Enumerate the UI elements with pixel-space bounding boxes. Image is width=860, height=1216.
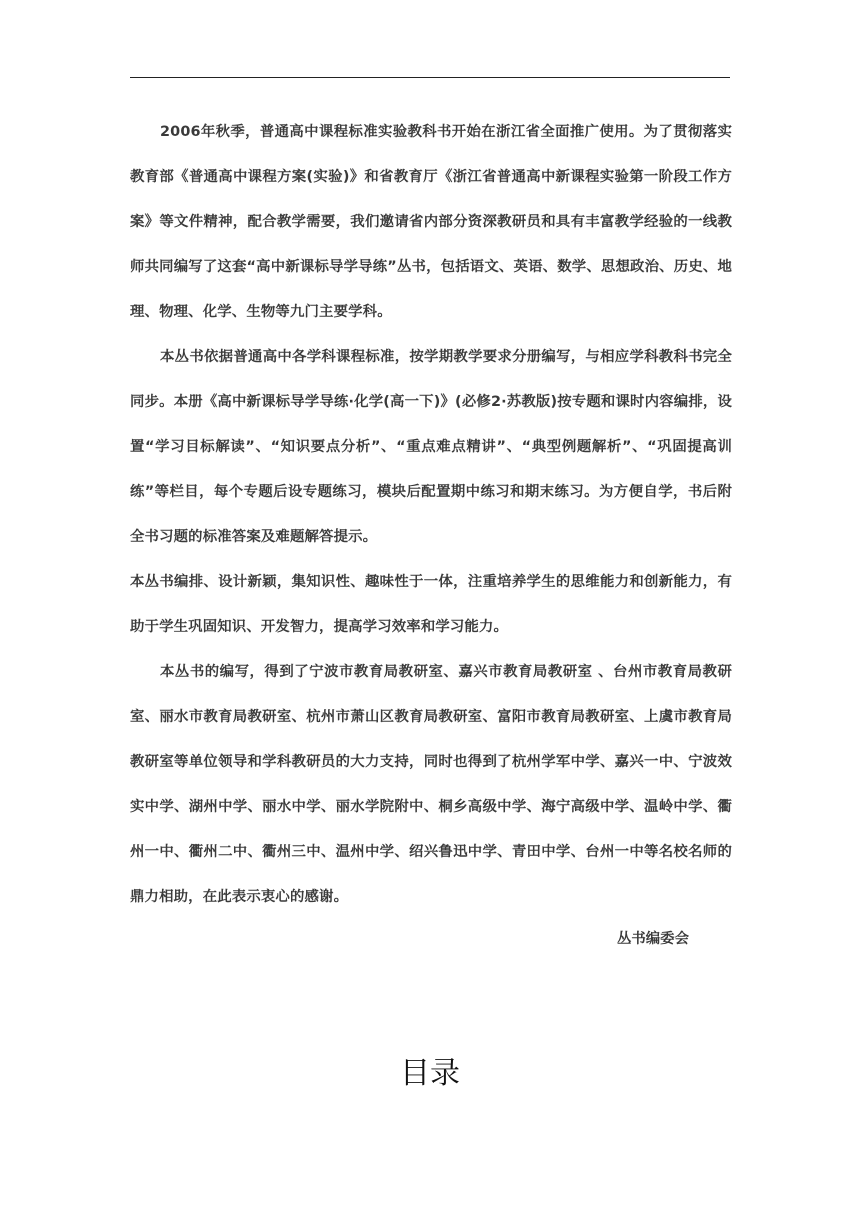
signature: 丛书编委会 (617, 931, 689, 947)
preface-paragraph-3: 本丛书编排、设计新颖，集知识性、趣味性于一体，注重培养学生的思维能力和创新能力，有助于学生巩固知识、开发智力，提高学习效率和学习能力。 (130, 574, 732, 635)
header-rule (130, 77, 730, 78)
preface-paragraph-4: 本丛书的编写，得到了宁波市教育局教研室、嘉兴市教育局教研室 、台州市教育局教研室、丽水市教育局教研室、杭州市萧山区教育局教研室、富阳市教育局教研室、上虞市教育局教研室等单位领导和学科教研员的大力支持，同时也得到了杭州学军中学、嘉兴一中、宁波效实中学、湖州中学、丽水中学、丽水学院附中、桐乡高级中学、海宁高级中学、温岭中学、衢州一中、衢州二中、衢州三中、温州中学、绍兴鲁迅中学、青田中学、台州一中等名校名师的鼎力相助，在此表示衷心的感谢。 (130, 664, 732, 905)
preface-body (130, 110, 732, 920)
preface-paragraph-2: 本丛书依据普通高中各学科课程标准，按学期教学要求分册编写，与相应学科教科书完全同步。本册《高中新课标导学导练·化学(高一下)》(必修2·苏教版)按专题和课时内容编排，设置“学习目标解读”、“知识要点分析”、“重点难点精讲”、“典型例题解析”、“巩固提高训练”等栏目，每个专题后设专题练习，模块后配置期中练习和期末练习。为方便自学，书后附全书习题的标准答案及难题解答提示。 (130, 349, 732, 545)
toc-heading: 目录 (400, 1056, 460, 1091)
preface-paragraph-1: 2006年秋季，普通高中课程标准实验教科书开始在浙江省全面推广使用。为了贯彻落实教育部《普通高中课程方案(实验)》和省教育厅《浙江省普通高中新课程实验第一阶段工作方案》等文件精神，配合教学需要，我们邀请省内部分资深教研员和具有丰富教学经验的一线教师共同编写了这套“高中新课标导学导练”丛书，包括语文、英语、数学、思想政治、历史、地理、物理、化学、生物等九门主要学科。 (130, 124, 732, 320)
